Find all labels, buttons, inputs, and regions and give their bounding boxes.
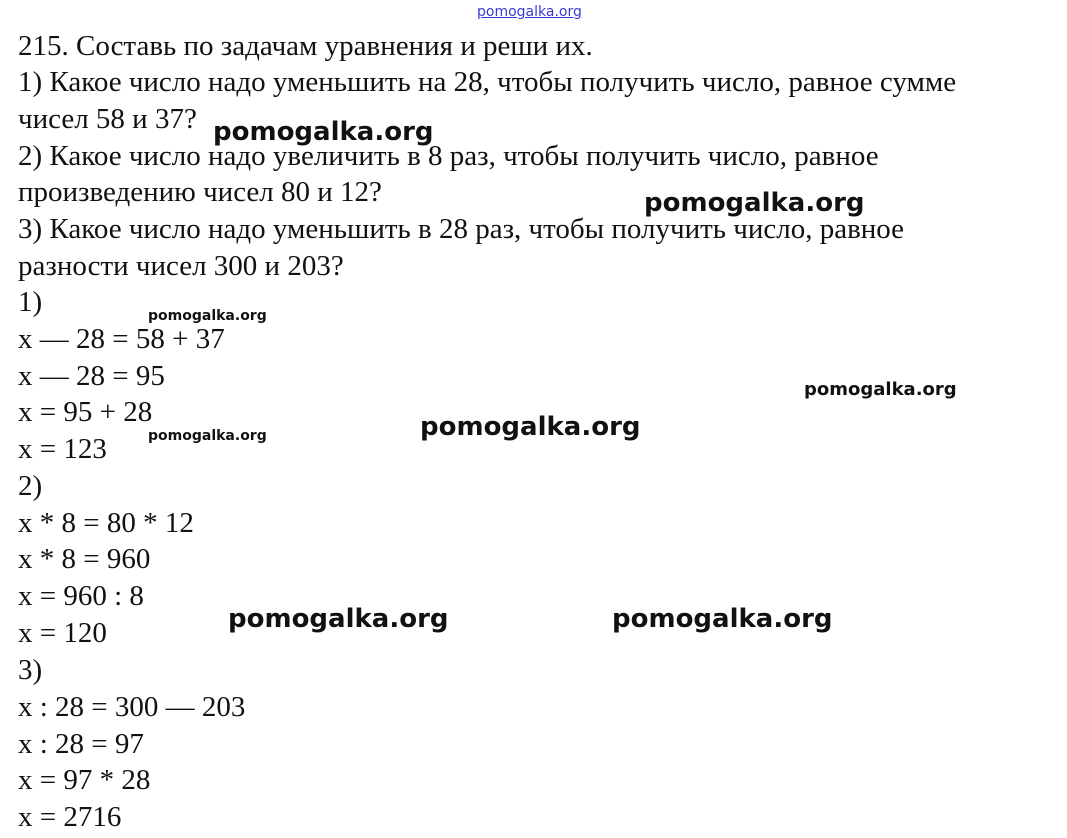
solution1-step4: x = 123: [18, 433, 107, 465]
top-watermark: pomogalka.org: [477, 4, 582, 20]
solution1-step2: x — 28 = 95: [18, 360, 165, 392]
solution3-step4: x = 2716: [18, 801, 122, 833]
solution3-step1: x : 28 = 300 — 203: [18, 691, 246, 723]
solution1-label: 1): [18, 286, 43, 318]
solution3-label: 3): [18, 654, 43, 686]
solution2-step1: x * 8 = 80 * 12: [18, 507, 194, 539]
task3-line1: 3) Какое число надо уменьшить в 28 раз, чтобы получить число, равное: [18, 213, 905, 245]
solution2-step3: x = 960 : 8: [18, 580, 144, 612]
solution1-step3: x = 95 + 28: [18, 396, 153, 428]
task1-line1: 1) Какое число надо уменьшить на 28, чтобы получить число, равное сумме: [18, 66, 957, 98]
problem-title: 215. Составь по задачам уравнения и реши их.: [18, 30, 593, 62]
watermark-5: pomogalka.org: [420, 412, 641, 442]
watermark-7: pomogalka.org: [228, 604, 449, 634]
watermark-3: pomogalka.org: [148, 308, 267, 324]
solution3-step3: x = 97 * 28: [18, 764, 151, 796]
solution3-step2: x : 28 = 97: [18, 728, 144, 760]
watermark-6: pomogalka.org: [148, 428, 267, 444]
task3-line2: разности чисел 300 и 203?: [18, 250, 344, 282]
solution2-step2: x * 8 = 960: [18, 543, 151, 575]
solution1-step1: x — 28 = 58 + 37: [18, 323, 225, 355]
watermark-4: pomogalka.org: [804, 379, 957, 400]
solution2-step4: x = 120: [18, 617, 107, 649]
task2-line1: 2) Какое число надо увеличить в 8 раз, чтобы получить число, равное: [18, 140, 879, 172]
watermark-2: pomogalka.org: [644, 188, 865, 218]
watermark-1: pomogalka.org: [213, 117, 434, 147]
task2-line2: произведению чисел 80 и 12?: [18, 176, 382, 208]
task1-line2: чисел 58 и 37?: [18, 103, 197, 135]
solution2-label: 2): [18, 470, 43, 502]
watermark-8: pomogalka.org: [612, 604, 833, 634]
